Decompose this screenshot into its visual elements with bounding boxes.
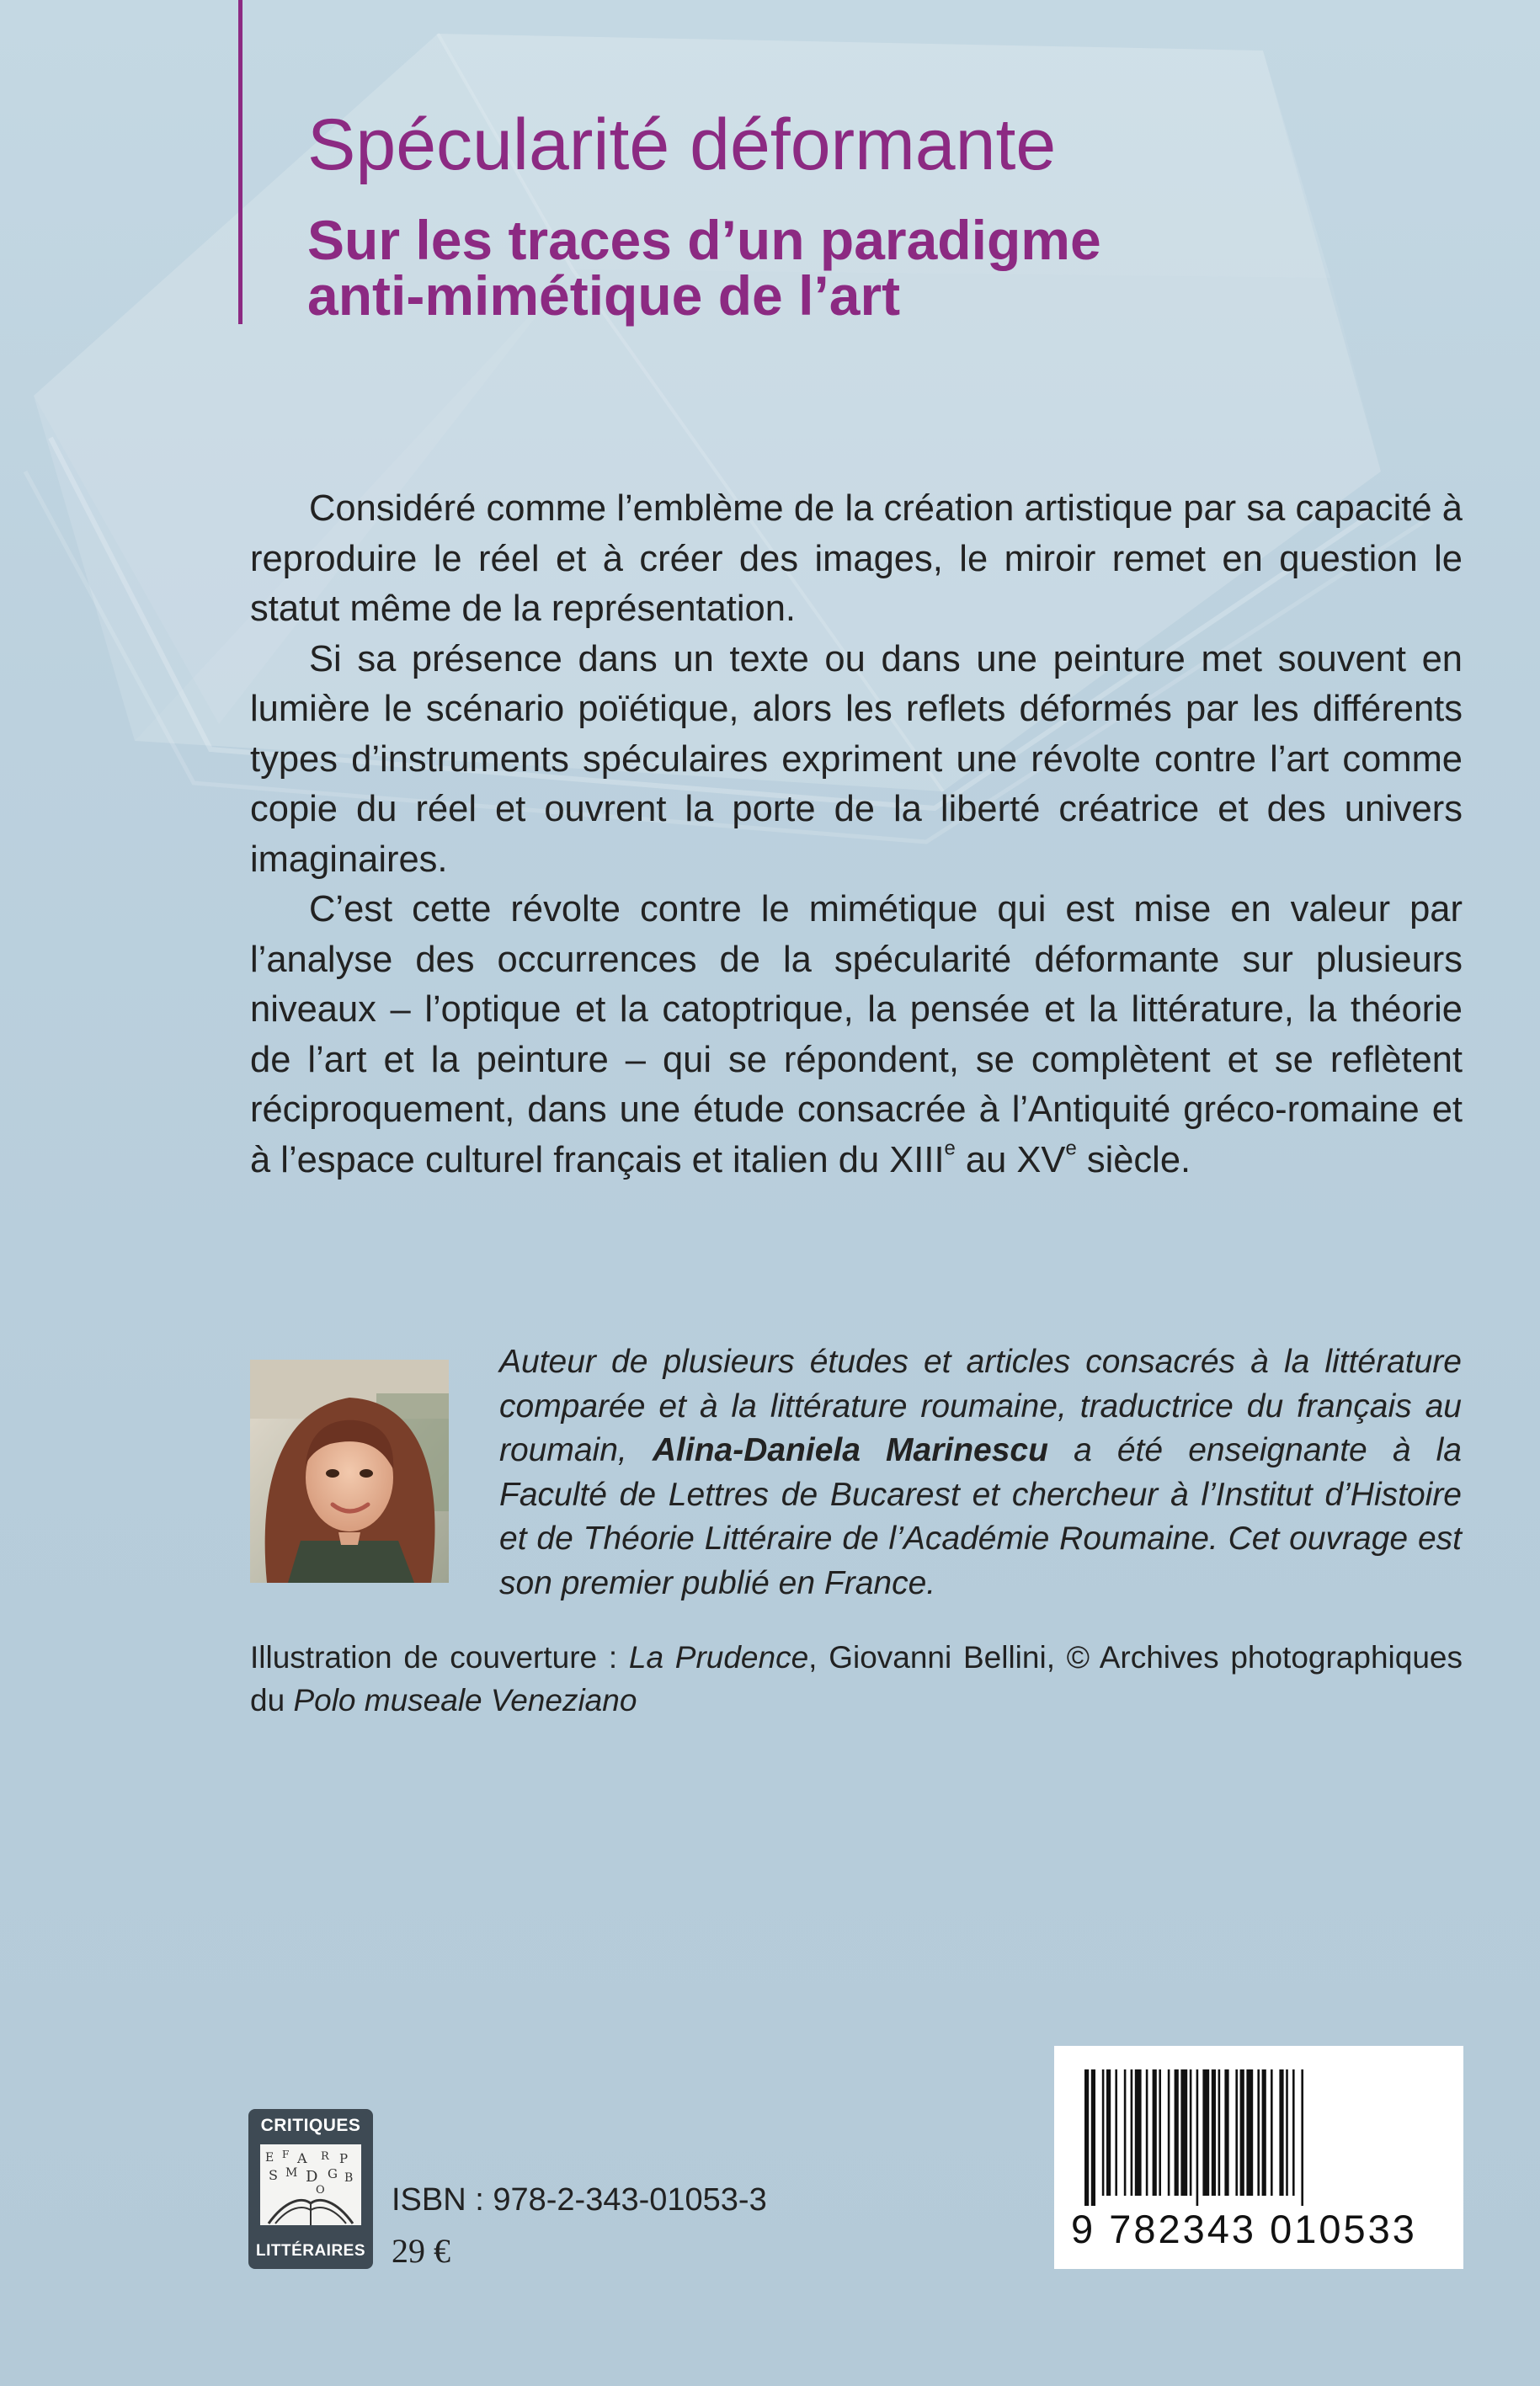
barcode-bar xyxy=(1224,2069,1228,2196)
barcode-bar xyxy=(1202,2069,1209,2196)
summary-p3-middle: au xyxy=(955,1139,1017,1180)
barcode-bar xyxy=(1257,2069,1260,2196)
illustration-label: Illustration de couverture : xyxy=(250,1640,629,1675)
barcode xyxy=(1054,2046,1463,2269)
svg-text:B: B xyxy=(344,2171,354,2185)
barcode-bar xyxy=(1292,2069,1295,2196)
svg-text:G: G xyxy=(328,2166,338,2181)
svg-text:P: P xyxy=(339,2151,349,2166)
barcode-bar xyxy=(1190,2069,1192,2196)
barcode-bar xyxy=(1286,2069,1288,2196)
barcode-bar xyxy=(1180,2069,1187,2196)
barcode-bar xyxy=(1218,2069,1221,2196)
barcode-bar xyxy=(1246,2069,1253,2196)
barcode-bar xyxy=(1262,2069,1266,2196)
barcode-bar xyxy=(1084,2069,1089,2206)
author-name: Alina-Daniela Marinescu xyxy=(652,1432,1048,1468)
barcode-bar xyxy=(1131,2069,1133,2196)
barcode-bar xyxy=(1196,2069,1199,2206)
svg-text:O: O xyxy=(316,2184,325,2197)
author-photo xyxy=(250,1360,449,1583)
svg-text:A: A xyxy=(297,2150,307,2166)
author-bio-after: a été enseignante à la Faculté de Lettres de Bucarest et chercheur à l’Institut d’Histoire et de Théorie Littéraire de l’Académie Roumaine. Cet ouvrage est son premier publié en France. xyxy=(499,1432,1462,1601)
subtitle-line-2: anti-mimétique de l’art xyxy=(307,264,901,327)
author-bio xyxy=(499,1340,1462,1606)
summary-p3-start: C’est cette révolte contre le mimétique qui est mise en valeur par l’analyse des occurrences de la spécularité déformante sur plusieurs niveaux – l’optique et la catoptrique, la pensée et la littérature, la théorie de l’art et la peinture – qui se répondent, se complètent et se reflètent réciproquement, dans une étude consacrée à l’Antiquité gréco-romaine et à l’espace culturel français et italien du xyxy=(250,889,1463,1180)
summary-text xyxy=(250,484,1463,1185)
series-logo xyxy=(248,2109,373,2269)
barcode-bar xyxy=(1271,2069,1273,2196)
illustration-credit-text: , Giovanni Bellini, © Archives photographiques du xyxy=(250,1640,1463,1718)
summary-paragraph-2: Si sa présence dans un texte ou dans une peinture met souvent en lumière le scénario poïétique, alors les reflets déformés par les différents types d’instruments spéculaires expriment une révolte contre l’art comme copie du réel et ouvrent la porte de la liberté créatrice et des univers imaginaires. xyxy=(250,638,1463,880)
book-subtitle xyxy=(307,209,1318,327)
barcode-bar xyxy=(1102,2069,1105,2196)
book-title: Spécularité déformante xyxy=(307,104,1057,185)
svg-text:E: E xyxy=(265,2151,274,2165)
barcode-bar xyxy=(1175,2069,1179,2196)
barcode-bar xyxy=(1106,2069,1111,2196)
barcode-bar xyxy=(1124,2069,1127,2196)
svg-text:D: D xyxy=(306,2168,318,2186)
barcode-bar xyxy=(1146,2069,1148,2196)
summary-paragraph-1: Considéré comme l’emblème de la création artistique par sa capacité à reproduire le réel et à créer des images, le miroir remet en question le statut même de la représentation. xyxy=(250,488,1463,629)
price: 29 € xyxy=(392,2232,450,2270)
series-logo-bottom: LITTÉRAIRES xyxy=(255,2242,366,2260)
svg-text:R: R xyxy=(321,2150,329,2163)
barcode-bar xyxy=(1212,2069,1216,2196)
author-bio-before: Auteur de plusieurs études et articles consacrés à la littérature comparée et à la littérature roumaine, traductrice du français au roumain, xyxy=(499,1344,1462,1468)
summary-paragraph-3 xyxy=(250,885,1463,1185)
barcode-bar xyxy=(1115,2069,1117,2196)
century-15: XV xyxy=(1016,1139,1066,1180)
isbn: ISBN : 978-2-343-01053-3 xyxy=(392,2182,767,2218)
summary-p3-end: siècle. xyxy=(1076,1139,1191,1180)
century-13: XIII xyxy=(889,1139,945,1180)
barcode-bar xyxy=(1159,2069,1161,2196)
barcode-bar xyxy=(1168,2069,1170,2196)
artwork-title: La Prudence xyxy=(628,1640,809,1675)
barcode-bars xyxy=(1084,2069,1433,2206)
barcode-bar xyxy=(1240,2069,1244,2196)
accent-bar xyxy=(238,0,242,324)
barcode-bar xyxy=(1279,2069,1283,2196)
open-book-letters-icon xyxy=(257,2141,365,2229)
subtitle-line-1: Sur les traces d’un paradigme xyxy=(307,209,1101,271)
svg-text:S: S xyxy=(269,2167,278,2183)
svg-text:F: F xyxy=(282,2149,290,2160)
barcode-bar xyxy=(1091,2069,1095,2206)
series-logo-top: CRITIQUES xyxy=(260,2116,361,2135)
museum-name: Polo museale Veneziano xyxy=(293,1683,637,1718)
illustration-credit xyxy=(250,1636,1463,1722)
barcode-bar xyxy=(1135,2069,1142,2196)
ordinal-sup-2: e xyxy=(1065,1137,1077,1160)
barcode-digits: 9 782343 010533 xyxy=(1071,2207,1417,2251)
barcode-bar xyxy=(1235,2069,1238,2196)
barcode-bar xyxy=(1301,2069,1303,2206)
svg-text:M: M xyxy=(285,2166,298,2180)
barcode-bar xyxy=(1153,2069,1157,2196)
ordinal-sup-1: e xyxy=(944,1137,956,1160)
